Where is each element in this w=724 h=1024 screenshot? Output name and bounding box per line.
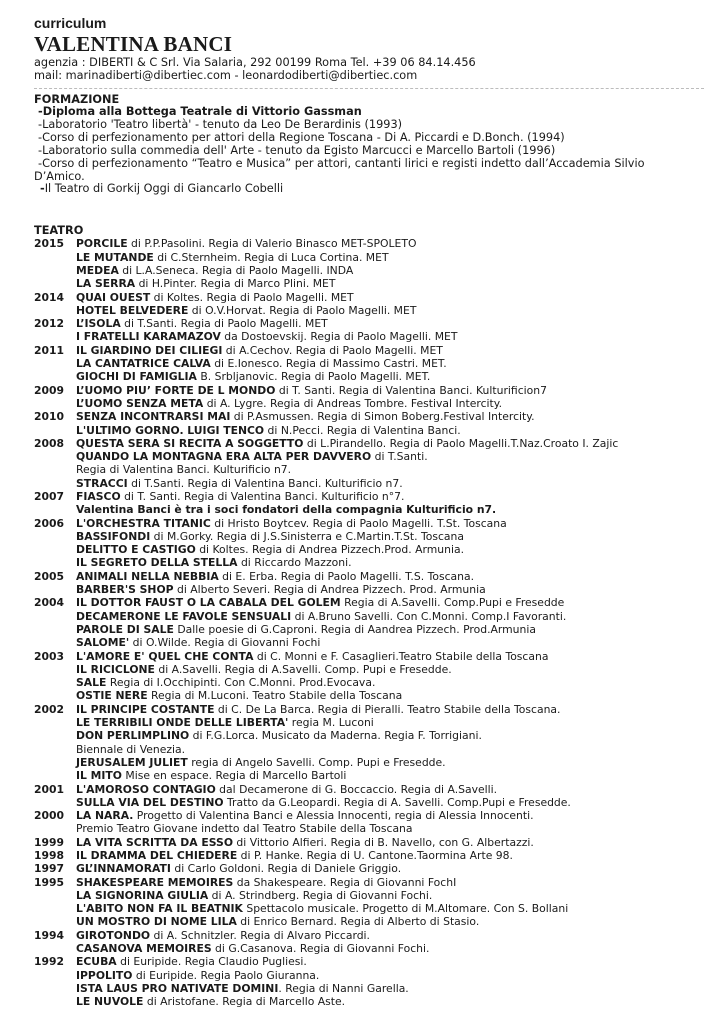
entry-details: di N.Pecci. Regia di Valentina Banci. bbox=[264, 423, 461, 437]
entry-details: di M.Gorky. Regia di J.S.Sinisterra e C.Martin.T.St. Toscana bbox=[150, 529, 465, 543]
entry-year: 2004 bbox=[34, 596, 65, 610]
entry-details: Premio Teatro Giovane indetto dal Teatro Stabile della Toscana bbox=[76, 822, 413, 836]
entry-title: GL’INNAMORATI bbox=[76, 862, 171, 876]
entry-title: QUAI OUEST bbox=[76, 290, 151, 304]
entry-details: di L.Pirandello. Regia di Paolo Magelli.T.Naz.Croato I. Zajic bbox=[303, 436, 619, 450]
teatro-entry bbox=[34, 530, 704, 543]
entry-title: ISTA LAUS PRO NATIVATE DOMINI bbox=[76, 981, 279, 995]
teatro-entry bbox=[34, 756, 704, 769]
entry-year: 2008 bbox=[34, 436, 65, 450]
teatro-entry bbox=[34, 450, 704, 463]
teatro-entry bbox=[34, 729, 704, 742]
entry-title: UN MOSTRO DI NOME LILA bbox=[76, 915, 237, 929]
entry-details: B. Srbljanovic. Regia di Paolo Magelli. MET. bbox=[196, 370, 431, 384]
teatro-entry bbox=[34, 570, 704, 583]
mail-addresses[interactable]: marinadiberti@dibertiec.com - leonardodiberti@dibertiec.com bbox=[65, 69, 418, 82]
entry-title: L’UOMO PIU’ FORTE DE L MONDO bbox=[76, 383, 276, 397]
teatro-entry bbox=[34, 304, 704, 317]
entry-year: 1992 bbox=[34, 955, 65, 969]
entry-details: regia di Angelo Savelli. Comp. Pupi e Fresedde. bbox=[187, 755, 446, 769]
entry-details: di E. Erba. Regia di Paolo Magelli. T.S. Toscana. bbox=[218, 569, 475, 583]
entry-details: di C.Sternheim. Regia di Luca Cortina. MET bbox=[153, 250, 389, 264]
entry-title: LA CANTATRICE CALVA bbox=[76, 357, 211, 371]
entry-details: di T. Santi. Regia di Valentina Banci. Kulturificio n°7. bbox=[120, 489, 405, 503]
entry-year: 2015 bbox=[34, 237, 65, 251]
entry-title: OSTIE NERE bbox=[76, 689, 148, 703]
formazione-item bbox=[34, 158, 704, 171]
entry-details: di T.Santi. Regia di Paolo Magelli. MET bbox=[120, 317, 328, 331]
mail-label: mail: bbox=[34, 69, 66, 82]
teatro-entry bbox=[34, 543, 704, 556]
entry-year: 2011 bbox=[34, 343, 65, 357]
entry-details: di A.Bruno Savelli. Con C.Monni. Comp.I Favoranti. bbox=[291, 609, 567, 623]
entry-details: di Euripide. Regia Claudio Pugliesi. bbox=[116, 955, 307, 969]
entry-title: ANIMALI NELLA NEBBIA bbox=[76, 569, 219, 583]
teatro-entry bbox=[34, 915, 704, 928]
entry-details: regia M. Luconi bbox=[288, 716, 374, 730]
entry-details: di A.Savelli. Regia di A.Savelli. Comp. Pupi e Fresedde. bbox=[154, 662, 452, 676]
teatro-entry bbox=[34, 663, 704, 676]
agency-line: agenzia : DIBERTI & C Srl. Via Salaria, 292 00199 Roma Tel. +39 06 84.14.456 bbox=[34, 56, 476, 69]
entry-title: LA SIGNORINA GIULIA bbox=[76, 888, 209, 902]
formazione-item-bold: Diploma alla Bottega Teatrale di Vittorio Gassman bbox=[42, 105, 362, 118]
entry-details: di A.Cechov. Regia di Paolo Magelli. MET bbox=[222, 343, 443, 357]
entry-title: LA SERRA bbox=[76, 277, 136, 291]
entry-details: dal Decamerone di G. Boccaccio. Regia di A.Savelli. bbox=[215, 782, 498, 796]
teatro-entry bbox=[34, 703, 704, 716]
formazione-item-text: Il Teatro di Gorkij Oggi di Giancarlo Cobelli bbox=[44, 182, 284, 196]
entry-title: JERUSALEM JULIET bbox=[76, 755, 188, 769]
entry-title: L’UOMO SENZA META bbox=[76, 396, 204, 410]
teatro-entry bbox=[34, 490, 704, 503]
entry-title: QUANDO LA MONTAGNA ERA ALTA PER DAVVERO bbox=[76, 450, 372, 464]
teatro-entry bbox=[34, 902, 704, 915]
entry-title: CASANOVA MEMOIRES bbox=[76, 942, 212, 956]
entry-year: 2002 bbox=[34, 702, 65, 716]
formazione-item-text: Laboratorio sulla commedia dell' Arte - tenuto da Egisto Marcucci e Marcello Bartoli (1996) bbox=[42, 143, 556, 157]
teatro-entry bbox=[34, 969, 704, 982]
teatro-entry bbox=[34, 929, 704, 942]
entry-title: SALOME' bbox=[76, 636, 130, 650]
teatro-entry bbox=[34, 344, 704, 357]
entry-title: SULLA VIA DEL DESTINO bbox=[76, 795, 224, 809]
teatro-entry bbox=[34, 689, 704, 702]
entry-details: di Hristo Boytcev. Regia di Paolo Magelli. T.St. Toscana bbox=[210, 516, 507, 530]
teatro-entry bbox=[34, 410, 704, 423]
entry-year: 2006 bbox=[34, 516, 65, 530]
entry-details: Regia di I.Occhipinti. Con C.Monni. Prod.Evocava. bbox=[106, 676, 376, 690]
entry-details: di Vittorio Alfieri. Regia di B. Navello, con G. Albertazzi. bbox=[233, 835, 534, 849]
entry-title: L'ULTIMO GORNO. LUIGI TENCO bbox=[76, 423, 265, 437]
teatro-entry bbox=[34, 610, 704, 623]
cv-page bbox=[34, 15, 704, 1009]
teatro-entry bbox=[34, 556, 704, 569]
section-heading-teatro: TEATRO bbox=[34, 224, 84, 238]
entry-title: L'AMORE E' QUEL CHE CONTA bbox=[76, 649, 254, 663]
entry-year: 2009 bbox=[34, 383, 65, 397]
entry-details: Mise en espace. Regia di Marcello Bartoli bbox=[121, 769, 347, 783]
teatro-entry bbox=[34, 424, 704, 437]
entry-details: di T.Santi. bbox=[371, 450, 428, 464]
entry-details: di Carlo Goldoni. Regia di Daniele Griggio. bbox=[170, 862, 402, 876]
teatro-entry bbox=[34, 463, 704, 476]
teatro-entry bbox=[34, 503, 704, 516]
entry-year: 2005 bbox=[34, 569, 65, 583]
teatro-entry bbox=[34, 796, 704, 809]
entry-details: di O.V.Horvat. Regia di Paolo Magelli. MET bbox=[188, 303, 417, 317]
entry-details: di L.A.Seneca. Regia di Paolo Magelli. INDA bbox=[118, 263, 354, 277]
entry-details: di A. Schnitzler. Regia di Alvaro Piccardi. bbox=[150, 928, 370, 942]
entry-details: Spettacolo musicale. Progetto di M.Altomare. Con S. Bollani bbox=[242, 902, 569, 916]
entry-details: da Shakespeare. Regia di Giovanni FochI bbox=[233, 875, 457, 889]
teatro-entry bbox=[34, 876, 704, 889]
entry-title: GIROTONDO bbox=[76, 928, 151, 942]
entry-details: Regia di M.Luconi. Teatro Stabile della Toscana bbox=[147, 689, 403, 703]
entry-title: L’ISOLA bbox=[76, 317, 121, 331]
entry-year: 2007 bbox=[34, 489, 65, 503]
teatro-entry bbox=[34, 809, 704, 822]
entry-details: di Riccardo Mazzoni. bbox=[237, 556, 352, 570]
entry-title: PORCILE bbox=[76, 237, 128, 251]
entry-title: BASSIFONDI bbox=[76, 529, 151, 543]
teatro-entry bbox=[34, 291, 704, 304]
section-heading-formazione: FORMAZIONE bbox=[34, 93, 120, 106]
entry-title: SALE bbox=[76, 676, 107, 690]
teatro-entry bbox=[34, 330, 704, 343]
entry-details: di A. Strindberg. Regia di Giovanni Fochi. bbox=[208, 888, 433, 902]
teatro-entry bbox=[34, 889, 704, 902]
entry-title: IL DRAMMA DEL CHIEDERE bbox=[76, 849, 238, 862]
teatro-entry bbox=[34, 955, 704, 968]
teatro-entry bbox=[34, 676, 704, 689]
entry-details: di Enrico Bernard. Regia di Alberto di Stasio. bbox=[236, 915, 480, 929]
entry-title: LA VITA SCRITTA DA ESSO bbox=[76, 835, 233, 849]
entry-details: di C. De La Barca. Regia di Pieralli. Teatro Stabile della Toscana. bbox=[214, 702, 561, 716]
teatro-entry bbox=[34, 583, 704, 596]
entry-title: IL MITO bbox=[76, 769, 122, 783]
entry-details: di Koltes. Regia di Andrea Pizzech.Prod. Armunia. bbox=[195, 543, 465, 557]
entry-year: 2014 bbox=[34, 290, 65, 304]
entry-title: L'AMOROSO CONTAGIO bbox=[76, 782, 216, 796]
entry-year: 2001 bbox=[34, 782, 65, 796]
spacer bbox=[34, 196, 704, 222]
entry-year: 1998 bbox=[34, 849, 65, 862]
entry-title: IL RICICLONE bbox=[76, 662, 155, 676]
entry-year: 2010 bbox=[34, 410, 65, 424]
formazione-list bbox=[34, 106, 704, 196]
entry-title: LE NUVOLE bbox=[76, 995, 144, 1009]
entry-details: Regia di A.Savelli. Comp.Pupi e Fresedde bbox=[340, 596, 565, 610]
teatro-entry bbox=[34, 849, 704, 862]
teatro-entry bbox=[34, 942, 704, 955]
entry-year: 2012 bbox=[34, 317, 65, 331]
entry-year: 1995 bbox=[34, 875, 65, 889]
entry-details: di P.Asmussen. Regia di Simon Boberg.Festival Intercity. bbox=[230, 410, 535, 424]
teatro-entry bbox=[34, 264, 704, 277]
document-kicker: curriculum bbox=[34, 15, 107, 31]
entry-details: di O.Wilde. Regia di Giovanni Fochi bbox=[129, 636, 321, 650]
formazione-item-text: Corso di perfezionamento “Teatro e Musica” per attori, cantanti lirici e registi indetto dall’Accademia Silvio bbox=[42, 156, 645, 170]
teatro-entry bbox=[34, 277, 704, 290]
teatro-entry bbox=[34, 982, 704, 995]
entry-title: SENZA INCONTRARSI MAI bbox=[76, 410, 231, 424]
entry-title: BARBER'S SHOP bbox=[76, 583, 174, 597]
teatro-entry bbox=[34, 862, 704, 875]
teatro-entry bbox=[34, 743, 704, 756]
entry-details: da Dostoevskij. Regia di Paolo Magelli. MET bbox=[220, 330, 458, 344]
teatro-entry bbox=[34, 596, 704, 609]
teatro-entry bbox=[34, 836, 704, 849]
bullet-dash: - bbox=[38, 143, 43, 157]
bullet-dash: - bbox=[40, 182, 45, 196]
teatro-entry bbox=[34, 437, 704, 450]
entry-title: LE TERRIBILI ONDE DELLE LIBERTA' bbox=[76, 716, 289, 730]
entry-details: Tratto da G.Leopardi. Regia di A. Savelli. Comp.Pupi e Fresedde. bbox=[223, 795, 571, 809]
entry-title: PAROLE DI SALE bbox=[76, 622, 174, 636]
formazione-item-text: Corso di perfezionamento per attori della Regione Toscana - Di A. Piccardi e D.Bonch. (1994) bbox=[42, 130, 565, 144]
formazione-item bbox=[34, 183, 704, 196]
entry-year: 2000 bbox=[34, 809, 65, 823]
entry-details: . Regia di Nanni Garella. bbox=[278, 981, 409, 995]
teatro-entry bbox=[34, 517, 704, 530]
entry-details: Biennale di Venezia. bbox=[76, 742, 186, 756]
entry-title: L'ABITO NON FA IL BEATNIK bbox=[76, 902, 243, 916]
entry-title: I FRATELLI KARAMAZOV bbox=[76, 330, 221, 344]
entry-title: IL PRINCIPE COSTANTE bbox=[76, 702, 215, 716]
entry-title: LE MUTANDE bbox=[76, 250, 154, 264]
teatro-entry bbox=[34, 822, 704, 835]
formazione-item-text: Laboratorio 'Teatro libertà' - tenuto da Leo De Berardinis (1993) bbox=[42, 117, 403, 131]
entry-title: FIASCO bbox=[76, 489, 121, 503]
formazione-item-text: D’Amico. bbox=[34, 169, 85, 183]
entry-details: di E.Ionesco. Regia di Massimo Castri. MET. bbox=[210, 357, 447, 371]
entry-details: di T.Santi. Regia di Valentina Banci. Kulturificio n7. bbox=[127, 476, 403, 490]
bullet-dash: - bbox=[38, 105, 43, 118]
teatro-entry bbox=[34, 636, 704, 649]
divider bbox=[34, 88, 704, 89]
teatro-list bbox=[34, 237, 704, 1008]
entry-details: di T. Santi. Regia di Valentina Banci. Kulturificion7 bbox=[275, 383, 547, 397]
teatro-entry bbox=[34, 783, 704, 796]
entry-title: STRACCI bbox=[76, 476, 128, 490]
entry-details: di A. Lygre. Regia di Andreas Tombre. Festival Intercity. bbox=[203, 396, 503, 410]
teatro-entry bbox=[34, 477, 704, 490]
entry-details: di Euripide. Regia Paolo Giuranna. bbox=[132, 968, 320, 982]
teatro-entry bbox=[34, 237, 704, 250]
entry-title: HOTEL BELVEDERE bbox=[76, 303, 189, 317]
entry-year: 1997 bbox=[34, 862, 65, 876]
teatro-entry bbox=[34, 384, 704, 397]
entry-title: Valentina Banci è tra i soci fondatori della compagnia Kulturificio n7. bbox=[76, 503, 497, 517]
entry-title: LA NARA. bbox=[76, 809, 134, 823]
entry-title: DELITTO E CASTIGO bbox=[76, 543, 196, 557]
person-name: VALENTINA BANCI bbox=[34, 32, 233, 56]
entry-title: IL GIARDINO DEI CILIEGI bbox=[76, 343, 223, 357]
teatro-entry bbox=[34, 357, 704, 370]
bullet-dash: - bbox=[38, 117, 43, 131]
teatro-entry bbox=[34, 769, 704, 782]
entry-title: IPPOLITO bbox=[76, 968, 133, 982]
teatro-entry bbox=[34, 623, 704, 636]
entry-title: MEDEA bbox=[76, 263, 119, 277]
teatro-entry bbox=[34, 716, 704, 729]
entry-title: ECUBA bbox=[76, 955, 117, 969]
entry-title: IL SEGRETO DELLA STELLA bbox=[76, 556, 238, 570]
entry-title: GIOCHI DI FAMIGLIA bbox=[76, 370, 197, 384]
entry-title: QUESTA SERA SI RECITA A SOGGETTO bbox=[76, 436, 304, 450]
entry-details: Progetto di Valentina Banci e Alessia Innocenti, regia di Alessia Innocenti. bbox=[133, 809, 534, 823]
entry-title: IL DOTTOR FAUST O LA CABALA DEL GOLEM bbox=[76, 596, 341, 610]
entry-title: SHAKESPEARE MEMOIRES bbox=[76, 875, 234, 889]
entry-year: 1999 bbox=[34, 835, 65, 849]
entry-details: di H.Pinter. Regia di Marco Plini. MET bbox=[135, 277, 336, 291]
teatro-entry bbox=[34, 251, 704, 264]
entry-title: DON PERLIMPLINO bbox=[76, 729, 190, 743]
mail-line bbox=[34, 69, 704, 82]
teatro-entry bbox=[34, 995, 704, 1008]
entry-details: di P. Hanke. Regia di U. Cantone.Taormina Arte 98. bbox=[237, 849, 513, 862]
teatro-entry bbox=[34, 397, 704, 410]
entry-details: Regia di Valentina Banci. Kulturificio n7. bbox=[76, 463, 292, 477]
teatro-entry bbox=[34, 370, 704, 383]
entry-year: 2003 bbox=[34, 649, 65, 663]
entry-title: DECAMERONE LE FAVOLE SENSUALI bbox=[76, 609, 292, 623]
entry-details: di F.G.Lorca. Musicato da Maderna. Regia F. Torrigiani. bbox=[189, 729, 482, 743]
entry-details: di G.Casanova. Regia di Giovanni Fochi. bbox=[211, 942, 430, 956]
teatro-entry bbox=[34, 650, 704, 663]
entry-details: di Koltes. Regia di Paolo Magelli. MET bbox=[150, 290, 354, 304]
entry-details: di C. Monni e F. Casaglieri.Teatro Stabile della Toscana bbox=[253, 649, 549, 663]
entry-details: di P.P.Pasolini. Regia di Valerio Binasco MET-SPOLETO bbox=[127, 237, 417, 251]
entry-title: L'ORCHESTRA TITANIC bbox=[76, 516, 211, 530]
entry-details: Dalle poesie di G.Caproni. Regia di Aandrea Pizzech. Prod.Armunia bbox=[173, 622, 536, 636]
entry-year: 1994 bbox=[34, 928, 65, 942]
entry-details: di Alberto Severi. Regia di Andrea Pizzech. Prod. Armunia bbox=[173, 583, 486, 597]
bullet-dash: - bbox=[38, 156, 43, 170]
bullet-dash: - bbox=[38, 130, 43, 144]
teatro-entry bbox=[34, 317, 704, 330]
entry-details: di Aristofane. Regia di Marcello Aste. bbox=[143, 995, 346, 1009]
